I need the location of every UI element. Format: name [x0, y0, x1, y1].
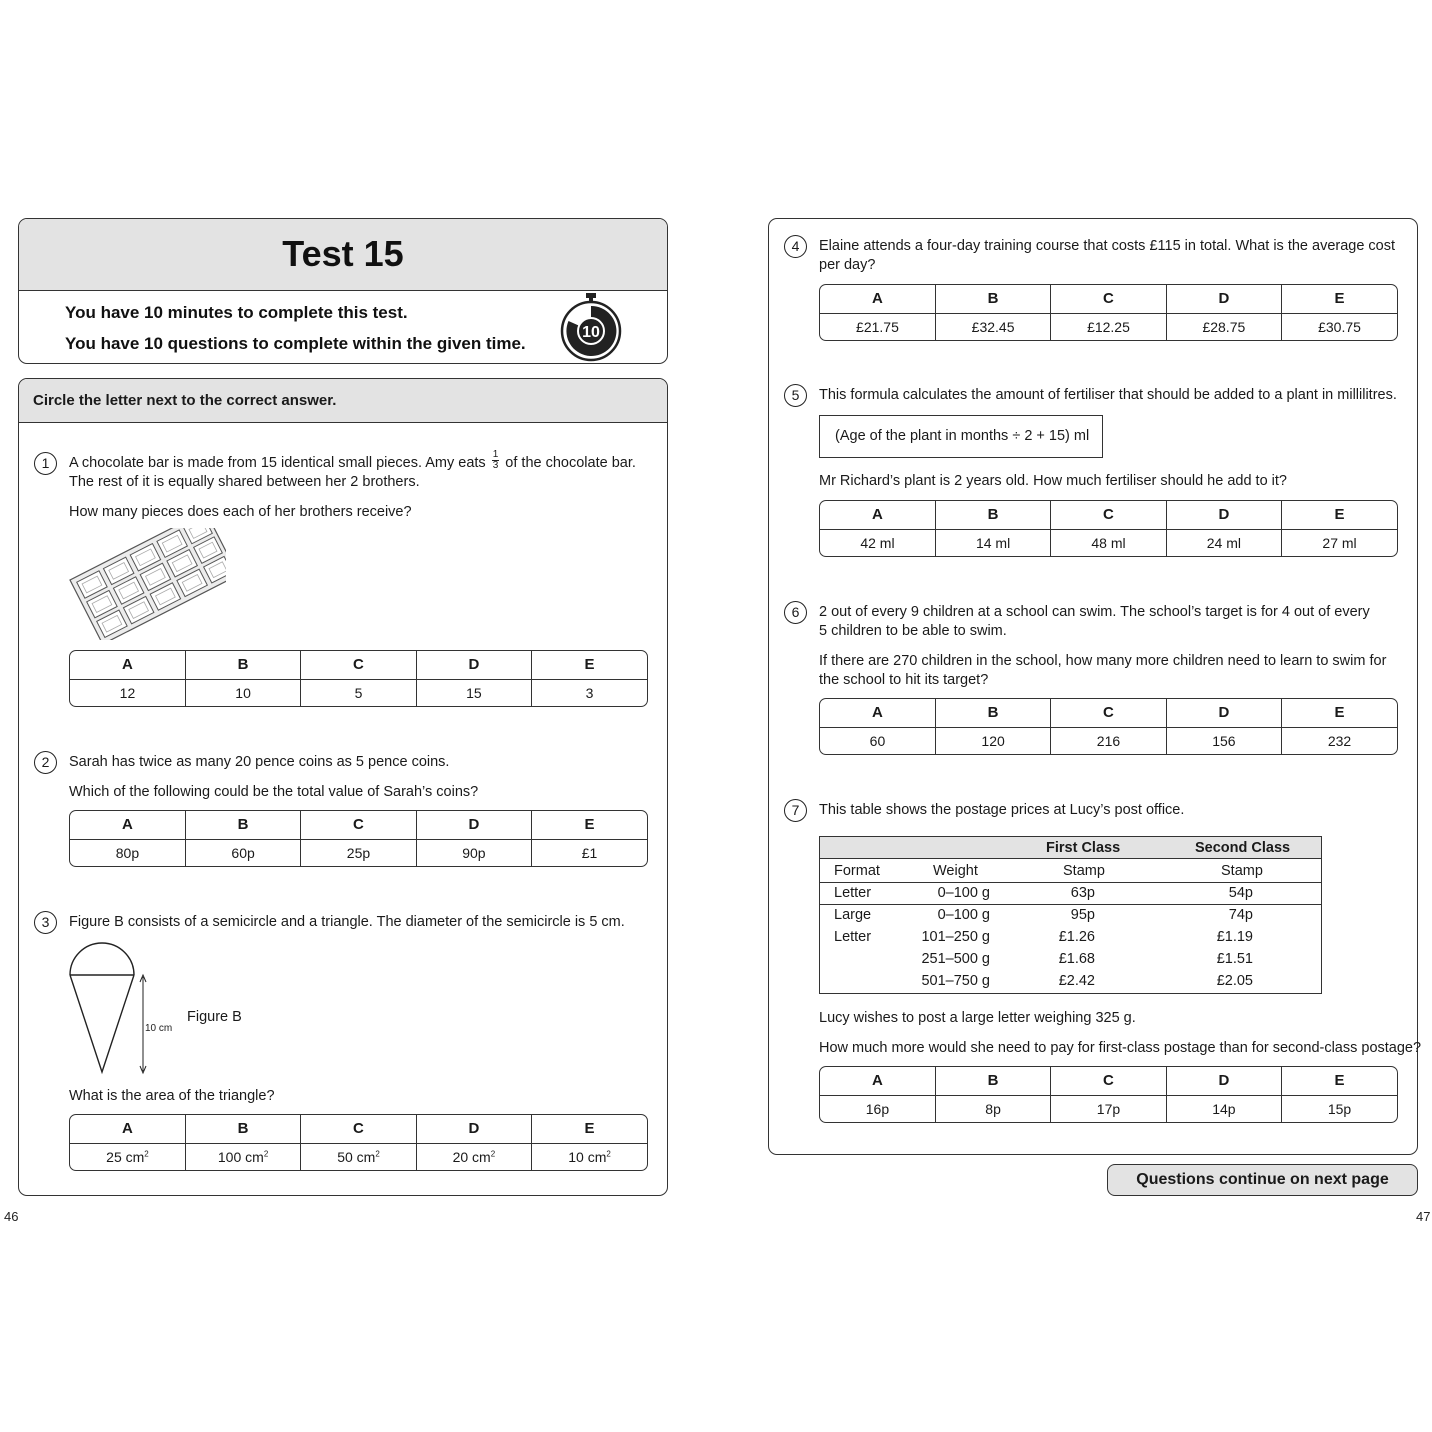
q1-question: How many pieces does each of her brothers receive?: [69, 504, 412, 520]
squared-mark: 2: [606, 1149, 611, 1159]
q6-option-a[interactable]: A: [820, 699, 935, 727]
row-second-price: £1.51: [1216, 951, 1253, 967]
question-number-5: 5: [784, 384, 807, 407]
q4-option-a[interactable]: A: [820, 285, 935, 313]
q5-option-a[interactable]: A: [820, 501, 935, 529]
q5-answer-grid: [819, 500, 1398, 557]
q1-option-c[interactable]: C: [301, 651, 416, 679]
q4-answer-b[interactable]: £32.45: [935, 313, 1050, 340]
q3-height-label: 10 cm: [145, 1023, 173, 1034]
q6-text-line2: 5 children to be able to swim.: [819, 623, 1007, 639]
q3-answer-c-value: 50 cm: [337, 1148, 376, 1165]
q2-option-c[interactable]: C: [301, 811, 416, 839]
row-weight: 501–750 g: [921, 973, 990, 989]
q6-question-line2: the school to hit its target?: [819, 672, 989, 688]
row-first-price: 95p: [1070, 907, 1095, 923]
row-weight: 251–500 g: [921, 951, 990, 967]
q1-answer-d[interactable]: 15: [416, 679, 531, 706]
question-number-3: 3: [34, 911, 57, 934]
q7-answer-grid: [819, 1066, 1398, 1123]
q6-answer-e[interactable]: 232: [1282, 727, 1397, 754]
q1-text-b: of the chocolate bar.: [505, 455, 636, 471]
table-row: [820, 883, 1321, 905]
q5-answer-c[interactable]: 48 ml: [1051, 529, 1166, 556]
q6-option-e[interactable]: E: [1282, 699, 1397, 727]
q1-option-d[interactable]: D: [416, 651, 531, 679]
q1-option-a[interactable]: A: [70, 651, 185, 679]
table-row: [820, 905, 1321, 927]
timer-number: 10: [582, 324, 600, 341]
q4-text-line1: Elaine attends a four-day training course that costs £115 in total. What is the average cost: [819, 238, 1396, 254]
q1-frac-den: 3: [492, 459, 499, 471]
table-row: [820, 971, 1321, 993]
test-title: Test 15: [282, 233, 404, 274]
q3-answer-a-value: 25 cm: [106, 1148, 145, 1165]
q7-option-a[interactable]: A: [820, 1067, 935, 1095]
q1-answer-c[interactable]: 5: [301, 679, 416, 706]
q4-option-c[interactable]: C: [1051, 285, 1166, 313]
q2-option-e[interactable]: E: [532, 811, 647, 839]
figure-b-label: Figure B: [187, 1009, 242, 1025]
q7-question: How much more would she need to pay for first-class postage than for second-class postage?: [819, 1040, 1422, 1056]
row-format: Letter: [834, 929, 872, 945]
q5-text: This formula calculates the amount of fertiliser that should be added to a plant in millilitres.: [819, 387, 1397, 403]
row-weight: 0–100 g: [937, 907, 990, 923]
q1-text-a: A chocolate bar is made from 15 identical small pieces. Amy eats: [69, 455, 486, 471]
figure-b-cone-diagram: [66, 940, 186, 1078]
q1-text-line2: The rest of it is equally shared between her 2 brothers.: [69, 474, 420, 490]
q1-fraction: [492, 450, 500, 471]
q3-option-b[interactable]: B: [185, 1115, 300, 1143]
question-number-1: 1: [34, 452, 57, 475]
q4-answer-e[interactable]: £30.75: [1282, 313, 1397, 340]
row-first-price: £1.68: [1058, 951, 1095, 967]
q2-answer-e[interactable]: £1: [532, 839, 647, 866]
col-format: Format: [834, 863, 880, 879]
q2-option-d[interactable]: D: [416, 811, 531, 839]
q2-answer-a[interactable]: 80p: [115, 844, 140, 861]
q6-question-line1: If there are 270 children in the school, how many more children need to learn to swim for: [819, 653, 1387, 669]
q2-answer-grid: [69, 810, 648, 867]
row-first-price: £1.26: [1058, 929, 1095, 945]
q1-option-e[interactable]: E: [532, 651, 647, 679]
col-second-stamp: Stamp: [1221, 863, 1263, 879]
q1-text-line1: [69, 448, 636, 473]
q5-option-c[interactable]: C: [1051, 501, 1166, 529]
squared-mark: 2: [490, 1149, 496, 1159]
q3-answer-d[interactable]: [416, 1143, 531, 1170]
header-first-class: First Class: [1046, 840, 1121, 856]
row-format: Letter: [834, 885, 872, 901]
q2-option-b[interactable]: B: [185, 811, 300, 839]
q6-option-c[interactable]: C: [1051, 699, 1166, 727]
row-second-price: 74p: [1228, 907, 1253, 923]
fertiliser-formula-box: [819, 415, 1103, 458]
q7-answer-b[interactable]: 8p: [935, 1095, 1050, 1122]
row-second-price: £1.19: [1216, 929, 1253, 945]
q7-option-d[interactable]: D: [1166, 1067, 1281, 1095]
q3-answer-e-value: 10 cm: [568, 1148, 607, 1165]
q1-answer-e[interactable]: 3: [532, 679, 647, 706]
page-number-left: 46: [4, 1209, 19, 1224]
q3-option-c[interactable]: C: [301, 1115, 416, 1143]
q7-answer-e[interactable]: 15p: [1282, 1095, 1397, 1122]
q3-option-a[interactable]: A: [70, 1115, 185, 1143]
fertiliser-formula: (Age of the plant in months ÷ 2 + 15) ml: [835, 428, 1090, 444]
q7-answer-c[interactable]: 17p: [1051, 1095, 1166, 1122]
continue-next-page-button[interactable]: Questions continue on next page: [1107, 1164, 1418, 1196]
q1-option-b[interactable]: B: [185, 651, 300, 679]
q6-option-b[interactable]: B: [935, 699, 1050, 727]
q4-text-line2: per day?: [819, 257, 876, 273]
squared-mark: 2: [263, 1149, 269, 1159]
q1-answer-a[interactable]: 12: [119, 684, 136, 701]
q7-option-b[interactable]: B: [935, 1067, 1050, 1095]
q6-answer-b[interactable]: 120: [935, 727, 1050, 754]
q4-answer-grid: [819, 284, 1398, 341]
squared-mark: 2: [144, 1149, 149, 1159]
q3-answer-grid: [69, 1114, 648, 1171]
q5-answer-a[interactable]: 42 ml: [860, 534, 895, 551]
instruction-text: Circle the letter next to the correct answer.: [33, 392, 337, 409]
q2-question: Which of the following could be the total value of Sarah’s coins?: [69, 784, 479, 800]
col-weight: Weight: [933, 863, 978, 879]
postage-price-table: [819, 836, 1322, 994]
header-second-class: Second Class: [1195, 840, 1291, 856]
time-limit-text: You have 10 minutes to complete this test.: [65, 303, 408, 322]
q1-answer-b[interactable]: 10: [185, 679, 300, 706]
stopwatch-icon: [559, 293, 623, 363]
squared-mark: 2: [375, 1149, 380, 1159]
q6-answer-d[interactable]: 156: [1166, 727, 1281, 754]
q7-option-c[interactable]: C: [1051, 1067, 1166, 1095]
q4-option-e[interactable]: E: [1282, 285, 1397, 313]
q6-answer-grid: [819, 698, 1398, 755]
q7-option-e[interactable]: E: [1282, 1067, 1397, 1095]
q2-text: Sarah has twice as many 20 pence coins as 5 pence coins.: [69, 754, 450, 770]
q3-option-e[interactable]: E: [532, 1115, 647, 1143]
table-row: [820, 927, 1321, 949]
question-count-text: You have 10 questions to complete within the given time.: [65, 334, 526, 353]
q1-answer-grid: [69, 650, 648, 707]
question-number-7: 7: [784, 799, 807, 822]
q5-answer-d[interactable]: 24 ml: [1166, 529, 1281, 556]
question-number-4: 4: [784, 235, 807, 258]
q2-answer-b[interactable]: 60p: [185, 839, 300, 866]
question-number-6: 6: [784, 601, 807, 624]
q3-answer-d-value: 20 cm: [452, 1148, 491, 1165]
table-subheader-row: [820, 861, 1321, 883]
q5-answer-b[interactable]: 14 ml: [935, 529, 1050, 556]
q5-option-b[interactable]: B: [935, 501, 1050, 529]
q2-option-a[interactable]: A: [70, 811, 185, 839]
q3-option-d[interactable]: D: [416, 1115, 531, 1143]
q6-answer-a[interactable]: 60: [869, 732, 886, 749]
row-first-price: 63p: [1070, 885, 1095, 901]
chocolate-bar-illustration: [64, 528, 226, 640]
q1-frac-num: 1: [492, 448, 499, 460]
q4-option-d[interactable]: D: [1166, 285, 1281, 313]
question-number-2: 2: [34, 751, 57, 774]
q3-answer-e[interactable]: [532, 1143, 647, 1170]
q7-answer-a[interactable]: 16p: [865, 1100, 890, 1117]
q4-answer-c[interactable]: £12.25: [1051, 313, 1166, 340]
q6-text-line1: 2 out of every 9 children at a school can swim. The school’s target is for 4 out of every: [819, 604, 1370, 620]
row-weight: 0–100 g: [937, 885, 990, 901]
q3-answer-b-value: 100 cm: [217, 1148, 264, 1165]
row-first-price: £2.42: [1058, 973, 1095, 989]
row-second-price: £2.05: [1216, 973, 1253, 989]
table-row: [820, 949, 1321, 971]
q4-answer-a[interactable]: £21.75: [856, 318, 899, 335]
q3-answer-c[interactable]: [301, 1143, 416, 1170]
page-number-right: 47: [1416, 1209, 1431, 1224]
q4-answer-d[interactable]: £28.75: [1166, 313, 1281, 340]
q7-text-b: Lucy wishes to post a large letter weighing 325 g.: [819, 1010, 1136, 1026]
q3-answer-a[interactable]: [70, 1143, 185, 1170]
row-second-price: 54p: [1228, 885, 1253, 901]
q3-answer-b[interactable]: [185, 1143, 300, 1170]
test-header-box: [18, 218, 668, 364]
q4-option-b[interactable]: B: [935, 285, 1050, 313]
q7-answer-d[interactable]: 14p: [1166, 1095, 1281, 1122]
q7-text: This table shows the postage prices at Lucy’s post office.: [819, 802, 1185, 818]
q6-option-d[interactable]: D: [1166, 699, 1281, 727]
row-format: Large: [834, 907, 872, 923]
q5-option-e[interactable]: E: [1282, 501, 1397, 529]
q5-question: Mr Richard’s plant is 2 years old. How much fertiliser should he add to it?: [819, 473, 1287, 489]
q5-answer-e[interactable]: 27 ml: [1282, 529, 1397, 556]
q2-answer-c[interactable]: 25p: [301, 839, 416, 866]
q3-text: Figure B consists of a semicircle and a triangle. The diameter of the semicircle is 5 cm.: [69, 914, 625, 930]
q2-answer-d[interactable]: 90p: [416, 839, 531, 866]
col-first-stamp: Stamp: [1063, 863, 1105, 879]
row-weight: 101–250 g: [921, 929, 990, 945]
q5-option-d[interactable]: D: [1166, 501, 1281, 529]
q3-question: What is the area of the triangle?: [69, 1088, 275, 1104]
q6-answer-c[interactable]: 216: [1051, 727, 1166, 754]
